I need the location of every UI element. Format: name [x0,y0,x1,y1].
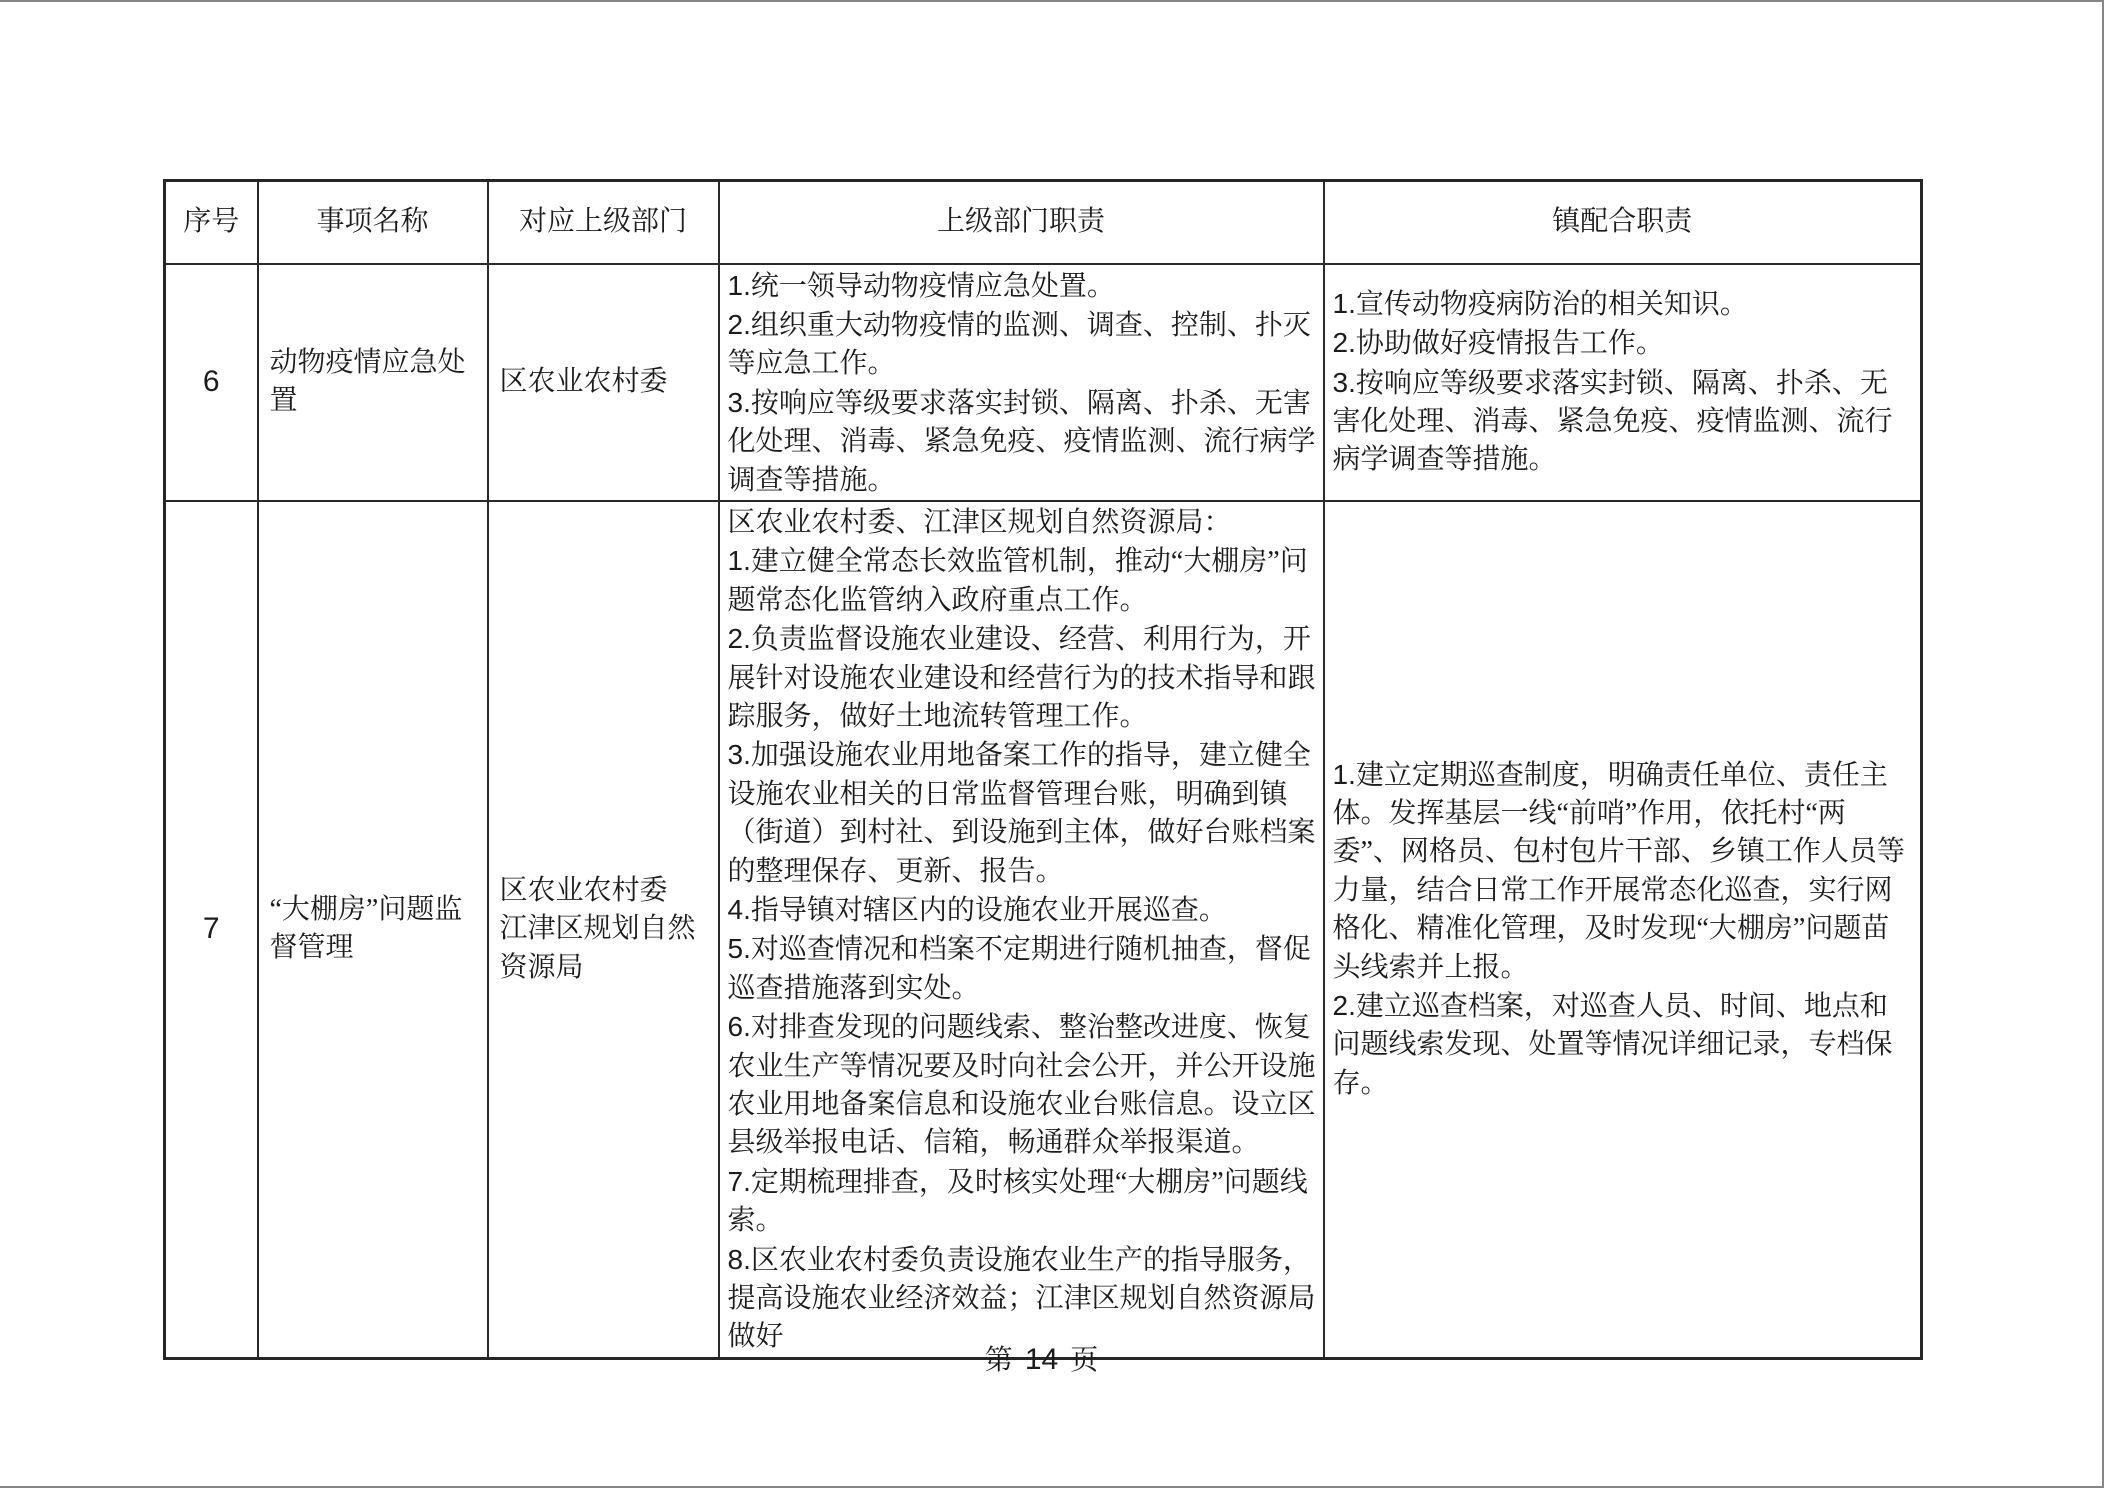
footer-prefix: 第 [984,1345,1013,1376]
cell-superior-duties [719,501,1324,1358]
dept-line: 区农业农村委 [499,366,668,398]
duty-item: 3.按响应等级要求落实封锁、隔离、扑杀、无害化处理、消毒、紧急免疫、疫情监测、流行病学调查等措施。 [1332,366,1893,476]
duty-item: 8.区农业农村委负责设施农业生产的指导服务，提高设施农业经济效益；江津区规划自然资源局做好 [727,1243,1316,1353]
page-number: 14 [1024,1343,1059,1376]
col-header-superior-dept: 对应上级部门 [488,181,719,264]
col-header-town-duties: 镇配合职责 [1324,181,1922,264]
table-row-7 [165,501,1922,1358]
dept-line: 区农业农村委 [499,874,668,906]
col-header-superior-duties: 上级部门职责 [719,181,1324,264]
cell-superior-duties [719,264,1324,501]
duty-item: 6.对排查发现的问题线索、整治整改进度、恢复农业生产等情况要及时向社会公开，并公开设施农业用地备案信息和设施农业台账信息。设立区县级举报电话、信箱，畅通群众举报渠道。 [727,1011,1316,1159]
duty-item: 3.加强设施农业用地备案工作的指导，建立健全设施农业相关的日常监督管理台账，明确到镇（街道）到村社、到设施到主体，做好台账档案的整理保存、更新、报告。 [727,739,1316,887]
duty-item: 2.建立巡查档案，对巡查人员、时间、地点和问题线索发现、处置等情况详细记录，专档保存。 [1332,990,1893,1099]
cell-item-name: “大棚房”问题监督管理 [258,501,488,1358]
dept-line: 江津区规划自然资源局 [499,913,696,983]
duty-item: 5.对巡查情况和档案不定期进行随机抽查，督促巡查措施落到实处。 [727,933,1311,1004]
col-header-seq: 序号 [165,181,258,264]
duty-intro: 区农业农村委、江津区规划自然资源局： [727,506,1232,538]
responsibility-table [163,179,1923,1360]
page-footer [163,1340,1920,1381]
duty-item: 1.宣传动物疫病防治的相关知识。 [1332,287,1748,320]
duty-item: 2.负责监督设施农业建设、经营、利用行为，开展针对设施农业建设和经营行为的技术指导和跟踪服务，做好土地流转管理工作。 [727,623,1316,732]
duty-item: 2.协助做好疫情报告工作。 [1332,327,1664,360]
cell-superior-dept [488,264,719,501]
duty-item: 3.按响应等级要求落实封锁、隔离、扑杀、无害化处理、消毒、紧急免疫、疫情监测、流行病学调查等措施。 [727,386,1316,496]
duty-item: 4.指导镇对辖区内的设施农业开展巡查。 [727,894,1227,926]
cell-item-name: 动物疫情应急处置 [258,264,488,501]
duty-item: 7.定期梳理排查，及时核实处理“大棚房”问题线索。 [727,1165,1308,1237]
cell-town-duties [1324,501,1922,1358]
cell-seq: 6 [165,264,258,501]
cell-town-duties [1324,264,1922,501]
footer-suffix: 页 [1070,1345,1099,1376]
duty-item: 1.建立健全常态长效监管机制，推动“大棚房”问题常态化监管纳入政府重点工作。 [727,545,1308,616]
duty-item: 2.组织重大动物疫情的监测、调查、控制、扑灭等应急工作。 [727,308,1311,380]
cell-seq: 7 [165,501,258,1358]
cell-superior-dept [488,501,719,1358]
col-header-item-name: 事项名称 [258,181,488,264]
table-row-6 [165,264,1922,501]
header-row [165,181,1922,264]
duty-item: 1.建立定期巡查制度，明确责任单位、责任主体。发挥基层一线“前哨”作用，依托村“两委”、网格员、包村包片干部、乡镇工作人员等力量，结合日常工作开展常态化巡查，实行网格化、精准化管理，及时发现“大棚房”问题苗头线索并上报。 [1332,758,1905,983]
duty-item: 1.统一领导动物疫情应急处置。 [727,269,1115,302]
